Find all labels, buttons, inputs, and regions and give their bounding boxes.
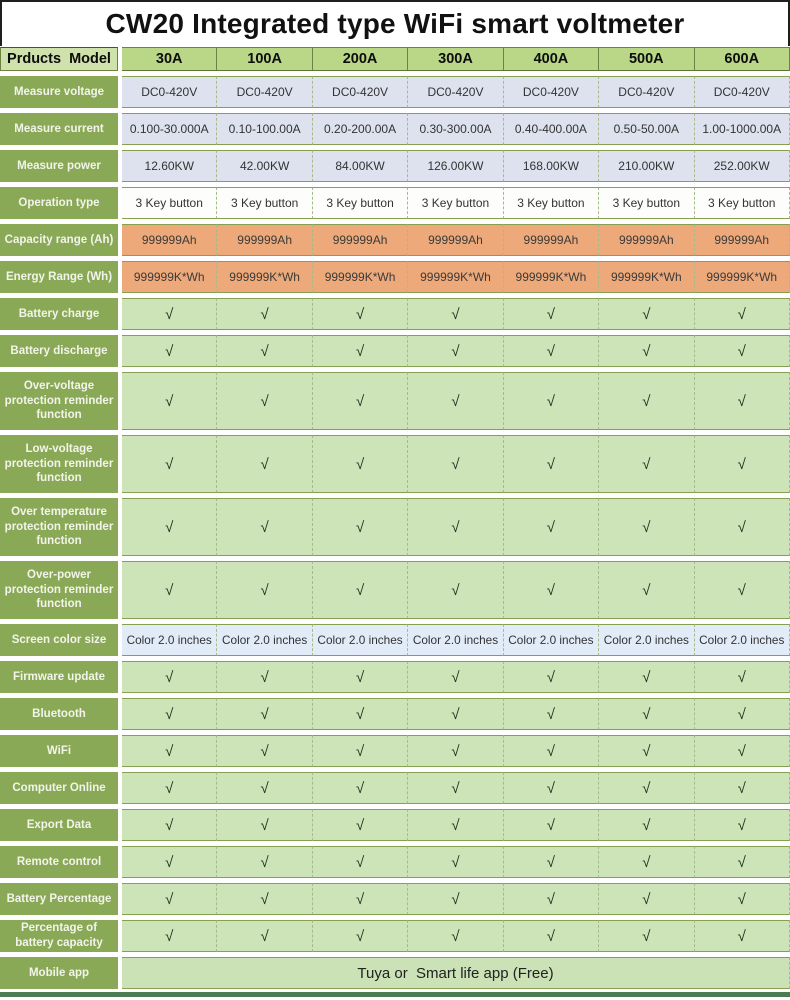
- row-cells: [122, 498, 790, 556]
- row-label: Measure voltage: [0, 76, 118, 108]
- row-label: Screen color size: [0, 624, 118, 656]
- table-row: [0, 772, 790, 804]
- check-mark-cell: √: [312, 298, 407, 330]
- check-mark-cell: √: [694, 809, 790, 841]
- check-mark-cell: √: [216, 498, 311, 556]
- row-cells: [122, 846, 790, 878]
- check-mark-cell: √: [216, 846, 311, 878]
- row-cells: [122, 113, 790, 145]
- check-mark-cell: √: [503, 809, 598, 841]
- check-mark-cell: √: [312, 335, 407, 367]
- value-cell: 999999Ah: [694, 224, 790, 256]
- check-mark-cell: √: [503, 846, 598, 878]
- value-cell: DC0-420V: [312, 76, 407, 108]
- table-row: [0, 224, 790, 256]
- row-label: Firmware update: [0, 661, 118, 693]
- row-label: Battery discharge: [0, 335, 118, 367]
- check-mark-cell: √: [407, 772, 502, 804]
- table-row: [0, 809, 790, 841]
- row-label: Battery charge: [0, 298, 118, 330]
- model-header-cells: [122, 47, 790, 71]
- row-cells: [122, 187, 790, 219]
- value-cell: 126.00KW: [407, 150, 502, 182]
- row-label: Battery Percentage: [0, 883, 118, 915]
- check-mark-cell: √: [503, 735, 598, 767]
- check-mark-cell: √: [407, 661, 502, 693]
- table-row: [0, 624, 790, 656]
- value-cell: 0.100-30.000A: [122, 113, 216, 145]
- check-mark-cell: √: [407, 561, 502, 619]
- check-mark-cell: √: [694, 698, 790, 730]
- value-cell: DC0-420V: [216, 76, 311, 108]
- check-mark-cell: √: [407, 698, 502, 730]
- check-mark-cell: √: [216, 372, 311, 430]
- table-row: [0, 298, 790, 330]
- value-cell: Color 2.0 inches: [694, 624, 790, 656]
- row-label: Export Data: [0, 809, 118, 841]
- check-mark-cell: √: [598, 698, 693, 730]
- check-mark-cell: √: [407, 735, 502, 767]
- check-mark-cell: √: [694, 435, 790, 493]
- value-cell: 3 Key button: [694, 187, 790, 219]
- row-cells: [122, 224, 790, 256]
- table-row: [0, 957, 790, 989]
- value-cell: DC0-420V: [503, 76, 598, 108]
- table-row: [0, 498, 790, 556]
- row-cells: [122, 698, 790, 730]
- check-mark-cell: √: [312, 661, 407, 693]
- check-mark-cell: √: [694, 498, 790, 556]
- value-cell: 3 Key button: [122, 187, 216, 219]
- check-mark-cell: √: [598, 846, 693, 878]
- check-mark-cell: √: [312, 920, 407, 952]
- value-cell: 3 Key button: [598, 187, 693, 219]
- row-label: Low-voltage protection reminder function: [0, 435, 118, 493]
- model-header-cell: 400A: [503, 47, 598, 71]
- value-cell: 12.60KW: [122, 150, 216, 182]
- value-cell: 3 Key button: [503, 187, 598, 219]
- check-mark-cell: √: [598, 298, 693, 330]
- check-mark-cell: √: [216, 335, 311, 367]
- check-mark-cell: √: [407, 335, 502, 367]
- table-row: [0, 76, 790, 108]
- row-cells: [122, 735, 790, 767]
- check-mark-cell: √: [694, 735, 790, 767]
- check-mark-cell: √: [122, 435, 216, 493]
- check-mark-cell: √: [503, 335, 598, 367]
- value-cell: 999999Ah: [503, 224, 598, 256]
- row-label: Over-voltage protection reminder function: [0, 372, 118, 430]
- check-mark-cell: √: [122, 298, 216, 330]
- check-mark-cell: √: [122, 846, 216, 878]
- check-mark-cell: √: [598, 661, 693, 693]
- check-mark-cell: √: [407, 298, 502, 330]
- value-cell: 999999K*Wh: [503, 261, 598, 293]
- row-cells: [122, 150, 790, 182]
- check-mark-cell: √: [312, 846, 407, 878]
- check-mark-cell: √: [216, 883, 311, 915]
- value-cell: 999999K*Wh: [312, 261, 407, 293]
- check-mark-cell: √: [694, 298, 790, 330]
- value-cell: 210.00KW: [598, 150, 693, 182]
- check-mark-cell: √: [122, 809, 216, 841]
- check-mark-cell: √: [216, 561, 311, 619]
- table-row: [0, 113, 790, 145]
- row-cells: [122, 76, 790, 108]
- value-cell: DC0-420V: [122, 76, 216, 108]
- value-cell: 0.30-300.00A: [407, 113, 502, 145]
- row-cells: [122, 435, 790, 493]
- table-row: [0, 187, 790, 219]
- check-mark-cell: √: [598, 498, 693, 556]
- value-cell: 0.50-50.00A: [598, 113, 693, 145]
- value-cell: DC0-420V: [598, 76, 693, 108]
- value-cell: 999999K*Wh: [122, 261, 216, 293]
- check-mark-cell: √: [503, 772, 598, 804]
- check-mark-cell: √: [503, 920, 598, 952]
- row-cells: [122, 957, 790, 989]
- value-cell: Color 2.0 inches: [216, 624, 311, 656]
- check-mark-cell: √: [216, 661, 311, 693]
- value-cell: 999999Ah: [312, 224, 407, 256]
- check-mark-cell: √: [312, 435, 407, 493]
- model-header-cell: 30A: [122, 47, 216, 71]
- check-mark-cell: √: [407, 372, 502, 430]
- check-mark-cell: √: [503, 561, 598, 619]
- check-mark-cell: √: [312, 561, 407, 619]
- check-mark-cell: √: [503, 298, 598, 330]
- check-mark-cell: √: [216, 435, 311, 493]
- row-label: Measure power: [0, 150, 118, 182]
- check-mark-cell: √: [122, 661, 216, 693]
- check-mark-cell: √: [312, 772, 407, 804]
- check-mark-cell: √: [312, 498, 407, 556]
- table-row: [0, 661, 790, 693]
- check-mark-cell: √: [122, 335, 216, 367]
- check-mark-cell: √: [598, 372, 693, 430]
- check-mark-cell: √: [694, 661, 790, 693]
- row-label: Percentage of battery capacity: [0, 920, 118, 952]
- table-row: [0, 698, 790, 730]
- value-cell: DC0-420V: [407, 76, 502, 108]
- check-mark-cell: √: [407, 920, 502, 952]
- row-label: Over temperature protection reminder function: [0, 498, 118, 556]
- row-cells: [122, 298, 790, 330]
- row-cells: [122, 920, 790, 952]
- table-row: [0, 435, 790, 493]
- row-label: Bluetooth: [0, 698, 118, 730]
- check-mark-cell: √: [216, 735, 311, 767]
- model-header-cell: 500A: [598, 47, 693, 71]
- check-mark-cell: √: [407, 809, 502, 841]
- check-mark-cell: √: [122, 561, 216, 619]
- check-mark-cell: √: [503, 661, 598, 693]
- check-mark-cell: √: [598, 920, 693, 952]
- value-cell: 0.20-200.00A: [312, 113, 407, 145]
- model-header-cell: 200A: [312, 47, 407, 71]
- model-header-cell: 100A: [216, 47, 311, 71]
- row-label: Energy Range (Wh): [0, 261, 118, 293]
- value-cell: 999999K*Wh: [216, 261, 311, 293]
- check-mark-cell: √: [503, 698, 598, 730]
- check-mark-cell: √: [407, 883, 502, 915]
- table-header-row: [0, 47, 790, 71]
- check-mark-cell: √: [598, 435, 693, 493]
- value-cell: Color 2.0 inches: [122, 624, 216, 656]
- row-label: Capacity range (Ah): [0, 224, 118, 256]
- table-row: [0, 150, 790, 182]
- check-mark-cell: √: [598, 772, 693, 804]
- value-cell: 84.00KW: [312, 150, 407, 182]
- table-row: [0, 261, 790, 293]
- row-cells: [122, 883, 790, 915]
- row-label: Computer Online: [0, 772, 118, 804]
- row-cells: [122, 624, 790, 656]
- spec-table-body: [0, 76, 790, 989]
- check-mark-cell: √: [694, 846, 790, 878]
- table-row: [0, 335, 790, 367]
- table-row: [0, 883, 790, 915]
- check-mark-cell: √: [312, 698, 407, 730]
- check-mark-cell: √: [694, 561, 790, 619]
- check-mark-cell: √: [503, 498, 598, 556]
- check-mark-cell: √: [694, 772, 790, 804]
- value-cell: 999999K*Wh: [407, 261, 502, 293]
- check-mark-cell: √: [122, 920, 216, 952]
- value-cell: 999999Ah: [407, 224, 502, 256]
- row-label: Measure current: [0, 113, 118, 145]
- check-mark-cell: √: [122, 735, 216, 767]
- check-mark-cell: √: [216, 772, 311, 804]
- check-mark-cell: √: [503, 372, 598, 430]
- row-label: Operation type: [0, 187, 118, 219]
- row-cells: [122, 261, 790, 293]
- check-mark-cell: √: [694, 883, 790, 915]
- row-cells: [122, 372, 790, 430]
- value-cell: 1.00-1000.00A: [694, 113, 790, 145]
- check-mark-cell: √: [122, 698, 216, 730]
- check-mark-cell: √: [598, 561, 693, 619]
- check-mark-cell: √: [598, 335, 693, 367]
- value-cell: Color 2.0 inches: [312, 624, 407, 656]
- check-mark-cell: √: [694, 372, 790, 430]
- value-cell: 0.10-100.00A: [216, 113, 311, 145]
- value-cell: 999999Ah: [216, 224, 311, 256]
- bottom-strip: [0, 992, 790, 997]
- value-cell: 42.00KW: [216, 150, 311, 182]
- table-row: [0, 372, 790, 430]
- table-row: [0, 920, 790, 952]
- check-mark-cell: √: [216, 809, 311, 841]
- row-cells: [122, 809, 790, 841]
- row-cells: [122, 561, 790, 619]
- value-cell: DC0-420V: [694, 76, 790, 108]
- value-cell: 999999Ah: [122, 224, 216, 256]
- check-mark-cell: √: [407, 846, 502, 878]
- check-mark-cell: √: [216, 920, 311, 952]
- check-mark-cell: √: [122, 772, 216, 804]
- check-mark-cell: √: [312, 735, 407, 767]
- row-cells: [122, 661, 790, 693]
- value-cell: Color 2.0 inches: [598, 624, 693, 656]
- check-mark-cell: √: [598, 809, 693, 841]
- value-cell: Color 2.0 inches: [503, 624, 598, 656]
- value-cell: 999999K*Wh: [598, 261, 693, 293]
- check-mark-cell: √: [598, 883, 693, 915]
- row-cells: [122, 772, 790, 804]
- value-cell: 999999K*Wh: [694, 261, 790, 293]
- row-label: Mobile app: [0, 957, 118, 989]
- check-mark-cell: √: [312, 883, 407, 915]
- check-mark-cell: √: [122, 883, 216, 915]
- check-mark-cell: √: [598, 735, 693, 767]
- check-mark-cell: √: [407, 498, 502, 556]
- check-mark-cell: √: [122, 498, 216, 556]
- value-cell: 3 Key button: [312, 187, 407, 219]
- model-header-cell: 600A: [694, 47, 790, 71]
- value-cell: 3 Key button: [216, 187, 311, 219]
- row-label: Remote control: [0, 846, 118, 878]
- check-mark-cell: √: [312, 372, 407, 430]
- value-cell: 168.00KW: [503, 150, 598, 182]
- value-cell: 252.00KW: [694, 150, 790, 182]
- merged-value-cell: Tuya or Smart life app (Free): [122, 957, 790, 989]
- check-mark-cell: √: [407, 435, 502, 493]
- value-cell: 0.40-400.00A: [503, 113, 598, 145]
- check-mark-cell: √: [503, 435, 598, 493]
- row-cells: [122, 335, 790, 367]
- row-label: WiFi: [0, 735, 118, 767]
- row-label: Over-power protection reminder function: [0, 561, 118, 619]
- check-mark-cell: √: [694, 335, 790, 367]
- check-mark-cell: √: [216, 698, 311, 730]
- page-title: CW20 Integrated type WiFi smart voltmeter: [0, 0, 790, 46]
- value-cell: 999999Ah: [598, 224, 693, 256]
- check-mark-cell: √: [122, 372, 216, 430]
- check-mark-cell: √: [312, 809, 407, 841]
- check-mark-cell: √: [216, 298, 311, 330]
- spec-table: [0, 47, 790, 997]
- value-cell: Color 2.0 inches: [407, 624, 502, 656]
- table-row: [0, 846, 790, 878]
- check-mark-cell: √: [503, 883, 598, 915]
- table-row: [0, 561, 790, 619]
- check-mark-cell: √: [694, 920, 790, 952]
- model-header-cell: 300A: [407, 47, 502, 71]
- value-cell: 3 Key button: [407, 187, 502, 219]
- corner-header-cell: Prducts Model: [0, 47, 118, 71]
- table-row: [0, 735, 790, 767]
